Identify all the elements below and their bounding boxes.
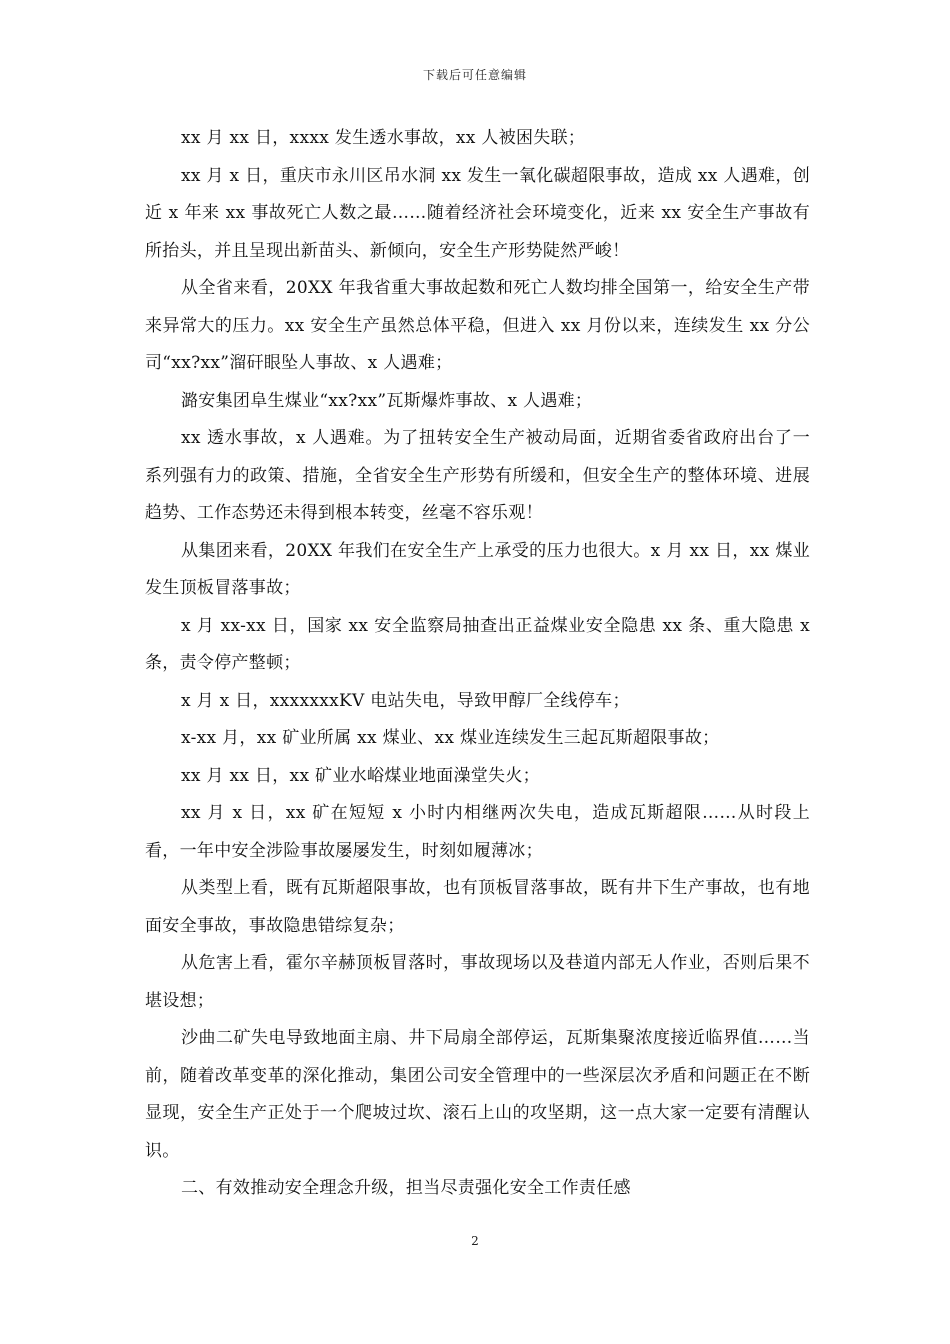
- section-heading: 二、有效推动安全理念升级，担当尽责强化安全工作责任感: [181, 1178, 631, 1198]
- paragraph: xx 月 x 日，xx 矿在短短 x 小时内相继两次失电，造成瓦斯超限……从时段上看，一年中安全涉险事故屡屡发生，时刻如履薄冰；: [145, 803, 810, 861]
- paragraph: x-xx 月，xx 矿业所属 xx 煤业、xx 煤业连续发生三起瓦斯超限事故；: [181, 728, 720, 748]
- paragraph: 从集团来看，20XX 年我们在安全生产上承受的压力也很大。x 月 xx 日，xx 煤业发生顶板冒落事故；: [145, 540, 810, 598]
- paragraph: 从类型上看，既有瓦斯超限事故，也有顶板冒落事故，既有井下生产事故，也有地面安全事故，事故隐患错综复杂；: [145, 878, 810, 936]
- paragraph: xx 月 xx 日，xxxx 发生透水事故，xx 人被困失联；: [181, 128, 586, 148]
- paragraph: 沙曲二矿失电导致地面主扇、井下局扇全部停运，瓦斯集聚浓度接近临界值……当前，随着改革变革的深化推动，集团公司安全管理中的一些深层次矛盾和问题正在不断显现，安全生产正处于一个爬坡过坎、滚石上山的攻坚期，这一点大家一定要有清醒认识。: [145, 1028, 810, 1161]
- paragraph: 潞安集团阜生煤业“xx?xx”瓦斯爆炸事故、x 人遇难；: [181, 390, 593, 411]
- paragraph: xx 月 x 日，重庆市永川区吊水洞 xx 发生一氧化碳超限事故，造成 xx 人遇难，创近 x 年来 xx 事故死亡人数之最……随着经济社会环境变化，近来 xx 安全生产事故有所抬头，并且呈现出新苗头、新倾向，安全生产形势陡然严峻！: [145, 165, 810, 261]
- paragraph: xx 月 xx 日，xx 矿业水峪煤业地面澡堂失火；: [181, 765, 540, 786]
- paragraph: x 月 xx-xx 日，国家 xx 安全监察局抽查出正益煤业安全隐患 xx 条、重大隐患 x 条，责令停产整顿；: [145, 615, 810, 673]
- paragraph: xx 透水事故，x 人遇难。为了扭转安全生产被动局面，近期省委省政府出台了一系列强有力的政策、措施，全省安全生产形势有所缓和，但安全生产的整体环境、进展趋势、工作态势还未得到根本转变，丝毫不容乐观！: [145, 428, 810, 523]
- paragraph: x 月 x 日，xxxxxxxKV 电站失电，导致甲醇厂全线停车；: [181, 690, 630, 711]
- paragraph: 从危害上看，霍尔辛赫顶板冒落时，事故现场以及巷道内部无人作业，否则后果不堪设想；: [145, 953, 810, 1011]
- document-body: [145, 120, 810, 1208]
- page-header: 下载后可任意编辑: [422, 68, 527, 82]
- page-number: 2: [471, 1234, 479, 1248]
- paragraph: 从全省来看，20XX 年我省重大事故起数和死亡人数均排全国第一，给安全生产带来异常大的压力。xx 安全生产虽然总体平稳，但进入 xx 月份以来，连续发生 xx 分公司“xx?xx”溜矸眼坠人事故、x 人遇难；: [145, 278, 810, 373]
